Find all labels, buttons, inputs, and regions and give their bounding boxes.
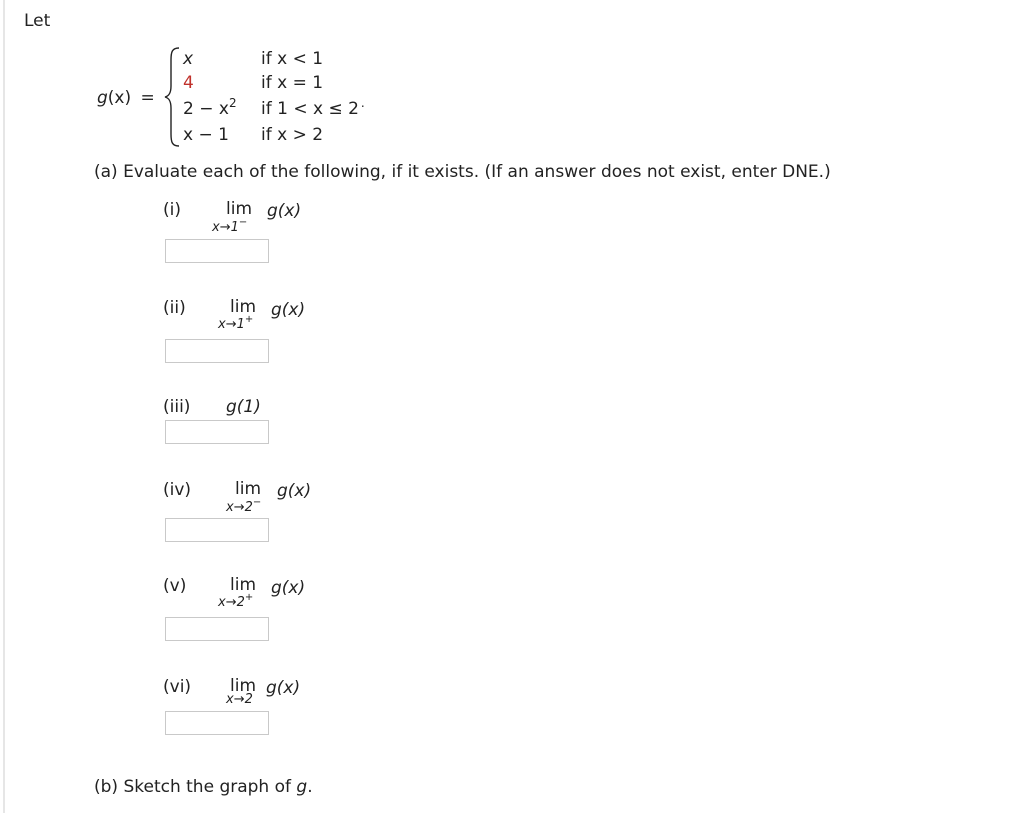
- part-a-instruction: (a) Evaluate each of the following, if it exists. (If an answer does not exist, enter DNE.): [94, 162, 831, 182]
- case-3-condition-text: if 1 < x ≤ 2: [261, 99, 359, 119]
- part-b-prefix: (b) Sketch the graph of: [94, 777, 297, 797]
- part-b-function: g: [296, 777, 308, 797]
- answer-input-v[interactable]: [165, 617, 269, 641]
- item-iv-subscript: x→2−: [226, 497, 262, 515]
- lhs-function: g: [97, 88, 108, 108]
- part-b-suffix: .: [307, 777, 313, 797]
- item-ii-lim: lim: [230, 297, 257, 317]
- answer-input-ii[interactable]: [165, 339, 269, 363]
- item-iv-lim: lim: [235, 479, 262, 499]
- item-v-function: g(x): [271, 578, 306, 598]
- answer-input-iii[interactable]: [165, 420, 269, 444]
- answer-input-i[interactable]: [165, 239, 269, 263]
- item-v-label: (v): [163, 576, 187, 596]
- answer-input-vi[interactable]: [165, 711, 269, 735]
- answer-input-iv[interactable]: [165, 518, 269, 542]
- case-2-condition: if x = 1: [261, 73, 324, 93]
- item-iii-label: (iii): [163, 397, 191, 417]
- item-ii-subscript: x→1+: [218, 314, 254, 332]
- case-3-expr-base: 2 − x: [183, 99, 229, 119]
- left-brace: [163, 46, 181, 148]
- item-i-lim: lim: [226, 199, 253, 219]
- item-i-label: (i): [163, 200, 181, 220]
- case-3-expr: [183, 96, 237, 119]
- case-1-expr: x: [183, 49, 194, 69]
- item-ii-label: (ii): [163, 298, 186, 318]
- item-v-lim: lim: [230, 575, 257, 595]
- item-i-subscript: x→1−: [212, 217, 248, 235]
- item-i-function: g(x): [267, 201, 302, 221]
- lhs-argument: (x): [107, 88, 132, 108]
- item-iv-label: (iv): [163, 480, 192, 500]
- item-iv-function: g(x): [277, 481, 312, 501]
- part-b-instruction: [94, 777, 313, 797]
- item-iii-function: g(1): [226, 397, 261, 417]
- definition-lhs: [97, 88, 155, 108]
- case-3-expr-exponent: 2: [228, 96, 237, 110]
- case-3-condition: [261, 96, 365, 119]
- item-ii-function: g(x): [271, 300, 306, 320]
- lhs-equals: =: [140, 88, 155, 108]
- case-4-condition: if x > 2: [261, 125, 324, 145]
- item-v-subscript: x→2+: [218, 592, 254, 610]
- item-vi-subscript: x→2: [226, 692, 253, 707]
- item-vi-label: (vi): [163, 677, 192, 697]
- case-4-expr: x − 1: [183, 125, 229, 145]
- case-1-condition: if x < 1: [261, 49, 324, 69]
- case-2-expr: 4: [183, 73, 194, 93]
- item-vi-function: g(x): [266, 678, 301, 698]
- left-margin-rule: [3, 0, 5, 813]
- case-3-period: .: [360, 96, 365, 110]
- item-vi-lim: lim: [230, 676, 257, 696]
- intro-text: Let: [24, 11, 51, 31]
